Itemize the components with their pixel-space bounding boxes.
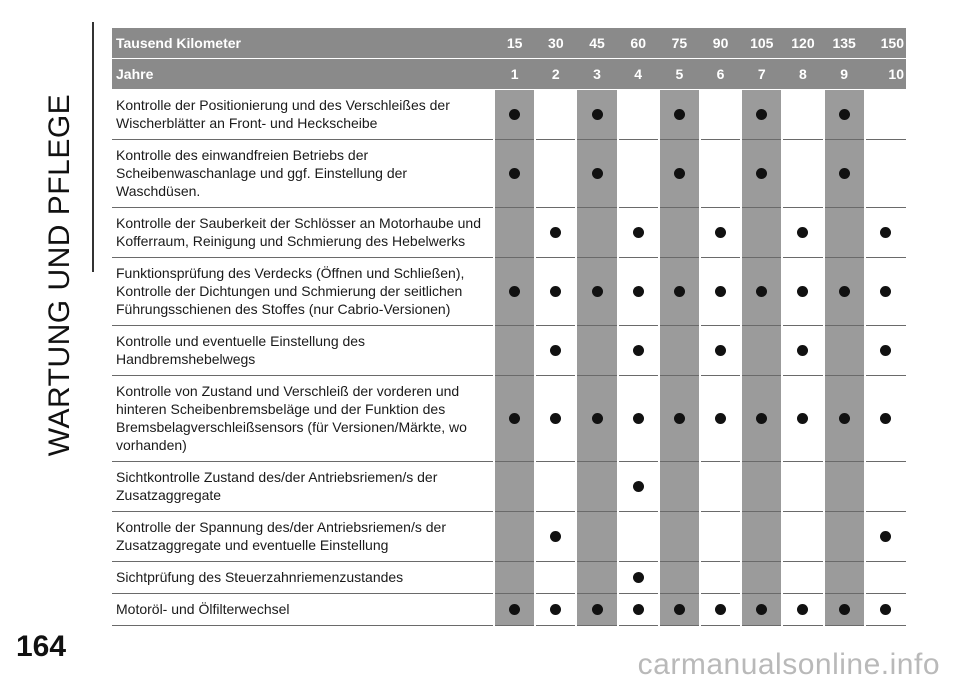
task-label: Sichtkontrolle Zustand des/der Antriebsriemen/s der Zusatzaggregate [112,462,494,512]
interval-cell [659,376,700,462]
scheduled-dot-icon [550,286,561,297]
scheduled-dot-icon [797,345,808,356]
scheduled-dot-icon [797,413,808,424]
interval-cell [535,140,576,208]
interval-cell [782,326,823,376]
year-value: 6 [700,59,741,90]
scheduled-dot-icon [715,345,726,356]
interval-cell [659,208,700,258]
task-label: Kontrolle der Positionierung und des Verschleißes der Wischerblätter an Front- und Heckscheibe [112,90,494,140]
interval-cell [494,376,535,462]
interval-cell [494,562,535,594]
interval-cell [700,208,741,258]
table-row [112,140,906,208]
table-row [112,326,906,376]
year-value: 5 [659,59,700,90]
scheduled-dot-icon [592,604,603,615]
interval-cell [535,562,576,594]
interval-cell [824,258,865,326]
task-label: Kontrolle von Zustand und Verschleiß der vorderen und hinteren Scheibenbremsbeläge und der Funktion des Bremsbelagverschleißsensors (für Versionen/Märkte, wo vorhanden) [112,376,494,462]
interval-cell [618,376,659,462]
interval-cell [865,326,906,376]
scheduled-dot-icon [756,604,767,615]
interval-cell [865,462,906,512]
scheduled-dot-icon [839,286,850,297]
scheduled-dot-icon [550,345,561,356]
interval-cell [865,594,906,626]
interval-cell [782,562,823,594]
interval-cell [618,326,659,376]
interval-cell [741,90,782,140]
interval-cell [576,140,617,208]
section-divider-rule [92,22,94,272]
scheduled-dot-icon [509,109,520,120]
task-label: Kontrolle und eventuelle Einstellung des Handbremshebelwegs [112,326,494,376]
interval-cell [618,90,659,140]
interval-cell [824,462,865,512]
interval-cell [659,90,700,140]
scheduled-dot-icon [839,604,850,615]
scheduled-dot-icon [592,109,603,120]
interval-cell [865,208,906,258]
scheduled-dot-icon [592,286,603,297]
interval-cell [782,594,823,626]
interval-cell [741,594,782,626]
section-title-vertical: WARTUNG UND PFLEGE [43,93,76,457]
scheduled-dot-icon [880,286,891,297]
scheduled-dot-icon [633,572,644,583]
interval-cell [494,512,535,562]
scheduled-dot-icon [715,604,726,615]
interval-cell [741,376,782,462]
interval-cell [659,562,700,594]
interval-cell [741,326,782,376]
interval-cell [576,376,617,462]
interval-cell [824,90,865,140]
scheduled-dot-icon [550,604,561,615]
interval-cell [576,462,617,512]
scheduled-dot-icon [880,531,891,542]
km-value: 60 [618,28,659,59]
watermark: carmanualsonline.info [637,648,940,681]
km-value: 90 [700,28,741,59]
task-label: Kontrolle des einwandfreien Betriebs der Scheibenwaschanlage und ggf. Einstellung der Waschdüsen. [112,140,494,208]
scheduled-dot-icon [674,413,685,424]
scheduled-dot-icon [715,286,726,297]
interval-cell [865,376,906,462]
scheduled-dot-icon [880,413,891,424]
table-row [112,376,906,462]
interval-cell [865,258,906,326]
interval-cell [782,140,823,208]
interval-cell [494,594,535,626]
scheduled-dot-icon [880,345,891,356]
km-value: 120 [782,28,823,59]
scheduled-dot-icon [880,227,891,238]
interval-cell [782,376,823,462]
km-value: 105 [741,28,782,59]
interval-cell [824,326,865,376]
scheduled-dot-icon [633,345,644,356]
scheduled-dot-icon [839,168,850,179]
km-value: 45 [576,28,617,59]
interval-cell [535,258,576,326]
interval-cell [576,326,617,376]
km-value: 15 [494,28,535,59]
interval-cell [782,462,823,512]
table-row [112,462,906,512]
interval-cell [782,90,823,140]
interval-cell [494,326,535,376]
interval-cell [700,376,741,462]
year-value: 10 [865,59,906,90]
scheduled-dot-icon [674,604,685,615]
years-header-label: Jahre [112,59,494,90]
interval-cell [576,90,617,140]
scheduled-dot-icon [880,604,891,615]
scheduled-dot-icon [839,413,850,424]
interval-cell [824,376,865,462]
interval-cell [576,208,617,258]
scheduled-dot-icon [633,481,644,492]
interval-cell [494,140,535,208]
scheduled-dot-icon [839,109,850,120]
table-row [112,258,906,326]
interval-cell [659,258,700,326]
interval-cell [824,594,865,626]
interval-cell [535,90,576,140]
interval-cell [700,140,741,208]
interval-cell [618,512,659,562]
interval-cell [782,258,823,326]
interval-cell [535,208,576,258]
interval-cell [535,376,576,462]
header-row-km [112,28,906,59]
scheduled-dot-icon [509,413,520,424]
interval-cell [659,462,700,512]
interval-cell [494,208,535,258]
km-value: 135 [824,28,865,59]
interval-cell [700,326,741,376]
interval-cell [782,208,823,258]
interval-cell [782,512,823,562]
interval-cell [741,462,782,512]
interval-cell [700,90,741,140]
km-value: 30 [535,28,576,59]
scheduled-dot-icon [797,604,808,615]
scheduled-dot-icon [674,109,685,120]
interval-cell [865,512,906,562]
interval-cell [824,208,865,258]
year-value: 1 [494,59,535,90]
interval-cell [741,512,782,562]
year-value: 9 [824,59,865,90]
page-number: 164 [16,630,67,663]
interval-cell [576,594,617,626]
interval-cell [824,512,865,562]
interval-cell [618,208,659,258]
interval-cell [824,562,865,594]
interval-cell [576,562,617,594]
scheduled-dot-icon [674,286,685,297]
scheduled-dot-icon [592,168,603,179]
scheduled-dot-icon [715,227,726,238]
table-row [112,594,906,626]
interval-cell [576,512,617,562]
interval-cell [618,562,659,594]
task-label: Funktionsprüfung des Verdecks (Öffnen und Schließen), Kontrolle der Dichtungen und Schmierung der seitlichen Führungsschienen des Stoffes (nur Cabrio-Versionen) [112,258,494,326]
scheduled-dot-icon [674,168,685,179]
table-row [112,562,906,594]
interval-cell [494,462,535,512]
interval-cell [700,562,741,594]
table-row [112,90,906,140]
interval-cell [865,562,906,594]
interval-cell [618,594,659,626]
year-value: 8 [782,59,823,90]
interval-cell [618,140,659,208]
interval-cell [535,462,576,512]
km-header-label: Tausend Kilometer [112,28,494,59]
interval-cell [535,326,576,376]
maintenance-schedule-table [112,28,906,626]
year-value: 7 [741,59,782,90]
interval-cell [494,258,535,326]
interval-cell [659,326,700,376]
interval-cell [659,594,700,626]
scheduled-dot-icon [756,109,767,120]
interval-cell [618,258,659,326]
scheduled-dot-icon [756,168,767,179]
table-row [112,208,906,258]
scheduled-dot-icon [633,227,644,238]
interval-cell [700,462,741,512]
scheduled-dot-icon [592,413,603,424]
scheduled-dot-icon [797,286,808,297]
interval-cell [659,140,700,208]
year-value: 4 [618,59,659,90]
km-value: 75 [659,28,700,59]
interval-cell [535,512,576,562]
interval-cell [576,258,617,326]
scheduled-dot-icon [797,227,808,238]
interval-cell [700,258,741,326]
task-label: Motoröl- und Ölfilterwechsel [112,594,494,626]
scheduled-dot-icon [550,413,561,424]
year-value: 2 [535,59,576,90]
scheduled-dot-icon [756,413,767,424]
interval-cell [741,562,782,594]
scheduled-dot-icon [633,604,644,615]
km-value: 150 [865,28,906,59]
schedule-body [112,90,906,626]
interval-cell [865,140,906,208]
scheduled-dot-icon [633,413,644,424]
interval-cell [535,594,576,626]
year-value: 3 [576,59,617,90]
interval-cell [494,90,535,140]
interval-cell [824,140,865,208]
scheduled-dot-icon [509,604,520,615]
interval-cell [700,594,741,626]
scheduled-dot-icon [633,286,644,297]
scheduled-dot-icon [550,227,561,238]
interval-cell [659,512,700,562]
interval-cell [865,90,906,140]
table-row [112,512,906,562]
scheduled-dot-icon [756,286,767,297]
scheduled-dot-icon [509,168,520,179]
header-row-years [112,59,906,90]
scheduled-dot-icon [715,413,726,424]
interval-cell [741,258,782,326]
interval-cell [618,462,659,512]
task-label: Kontrolle der Spannung des/der Antriebsriemen/s der Zusatzaggregate und eventuelle Einstellung [112,512,494,562]
interval-cell [700,512,741,562]
interval-cell [741,140,782,208]
task-label: Kontrolle der Sauberkeit der Schlösser an Motorhaube und Kofferraum, Reinigung und Schmierung des Hebelwerks [112,208,494,258]
scheduled-dot-icon [509,286,520,297]
scheduled-dot-icon [550,531,561,542]
interval-cell [741,208,782,258]
task-label: Sichtprüfung des Steuerzahnriemenzustandes [112,562,494,594]
